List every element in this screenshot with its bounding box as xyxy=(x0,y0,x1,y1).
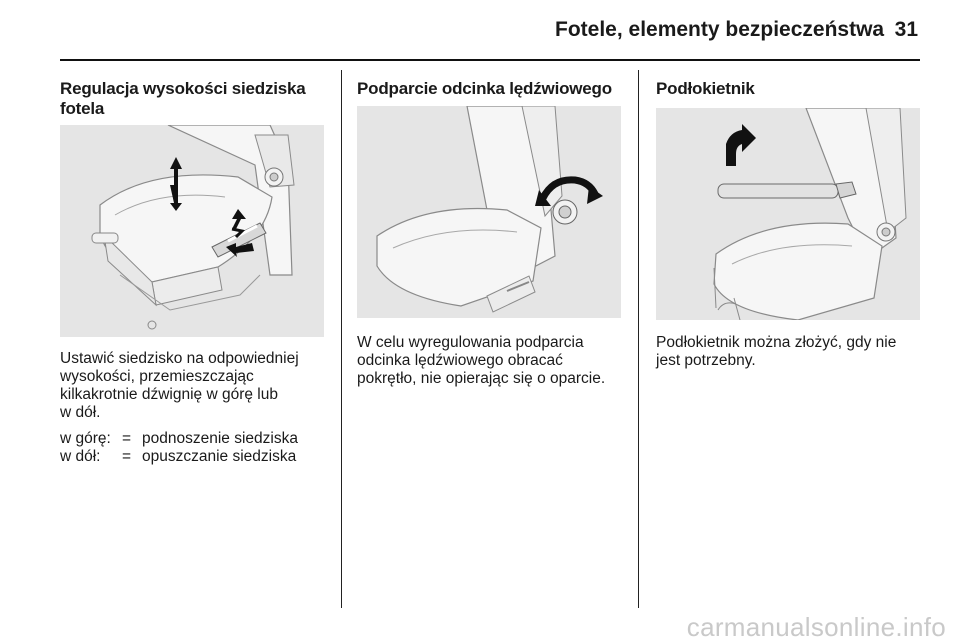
definition-equals: = xyxy=(122,448,132,465)
seat-height-lever-icon xyxy=(60,125,324,337)
definition-term: w górę: xyxy=(60,430,111,447)
paragraph-armrest: Podłokietnik można złożyć, gdy nie jest potrzebny. xyxy=(656,334,897,369)
paragraph-seat-height: Ustawić siedzisko na odpowiedniej wysokości, przemieszczając kilkakrotnie dźwignię w górę lub w dół. xyxy=(60,350,299,421)
lumbar-support-knob-icon xyxy=(357,106,621,318)
column-divider-1 xyxy=(341,70,342,608)
definition-term: w dół: xyxy=(60,448,101,465)
section-heading-seat-height: Regulacja wysokości siedziska fotela xyxy=(60,79,306,118)
section-heading-lumbar: Podparcie odcinka lędźwiowego xyxy=(357,79,612,98)
figure-seat-height xyxy=(60,125,324,337)
figure-lumbar-support xyxy=(357,106,621,318)
definition-description: opuszczanie siedziska xyxy=(142,448,297,465)
definition-equals: = xyxy=(122,430,132,447)
column-divider-2 xyxy=(638,70,639,608)
definition-description: podnoszenie siedziska xyxy=(142,430,298,447)
paragraph-lumbar: W celu wyregulowania podparcia odcinka lędźwiowego obracać pokrętło, nie opierając się o oparcie. xyxy=(357,334,606,387)
section-heading-armrest: Podłokietnik xyxy=(656,79,755,98)
page-number: 31 xyxy=(894,18,918,41)
header-rule xyxy=(60,59,920,61)
armrest-fold-icon xyxy=(656,108,920,320)
watermark: carmanualsonline.info xyxy=(686,612,946,642)
page-header-title: Fotele, elementy bezpieczeństwa xyxy=(555,18,885,41)
figure-armrest xyxy=(656,108,920,320)
